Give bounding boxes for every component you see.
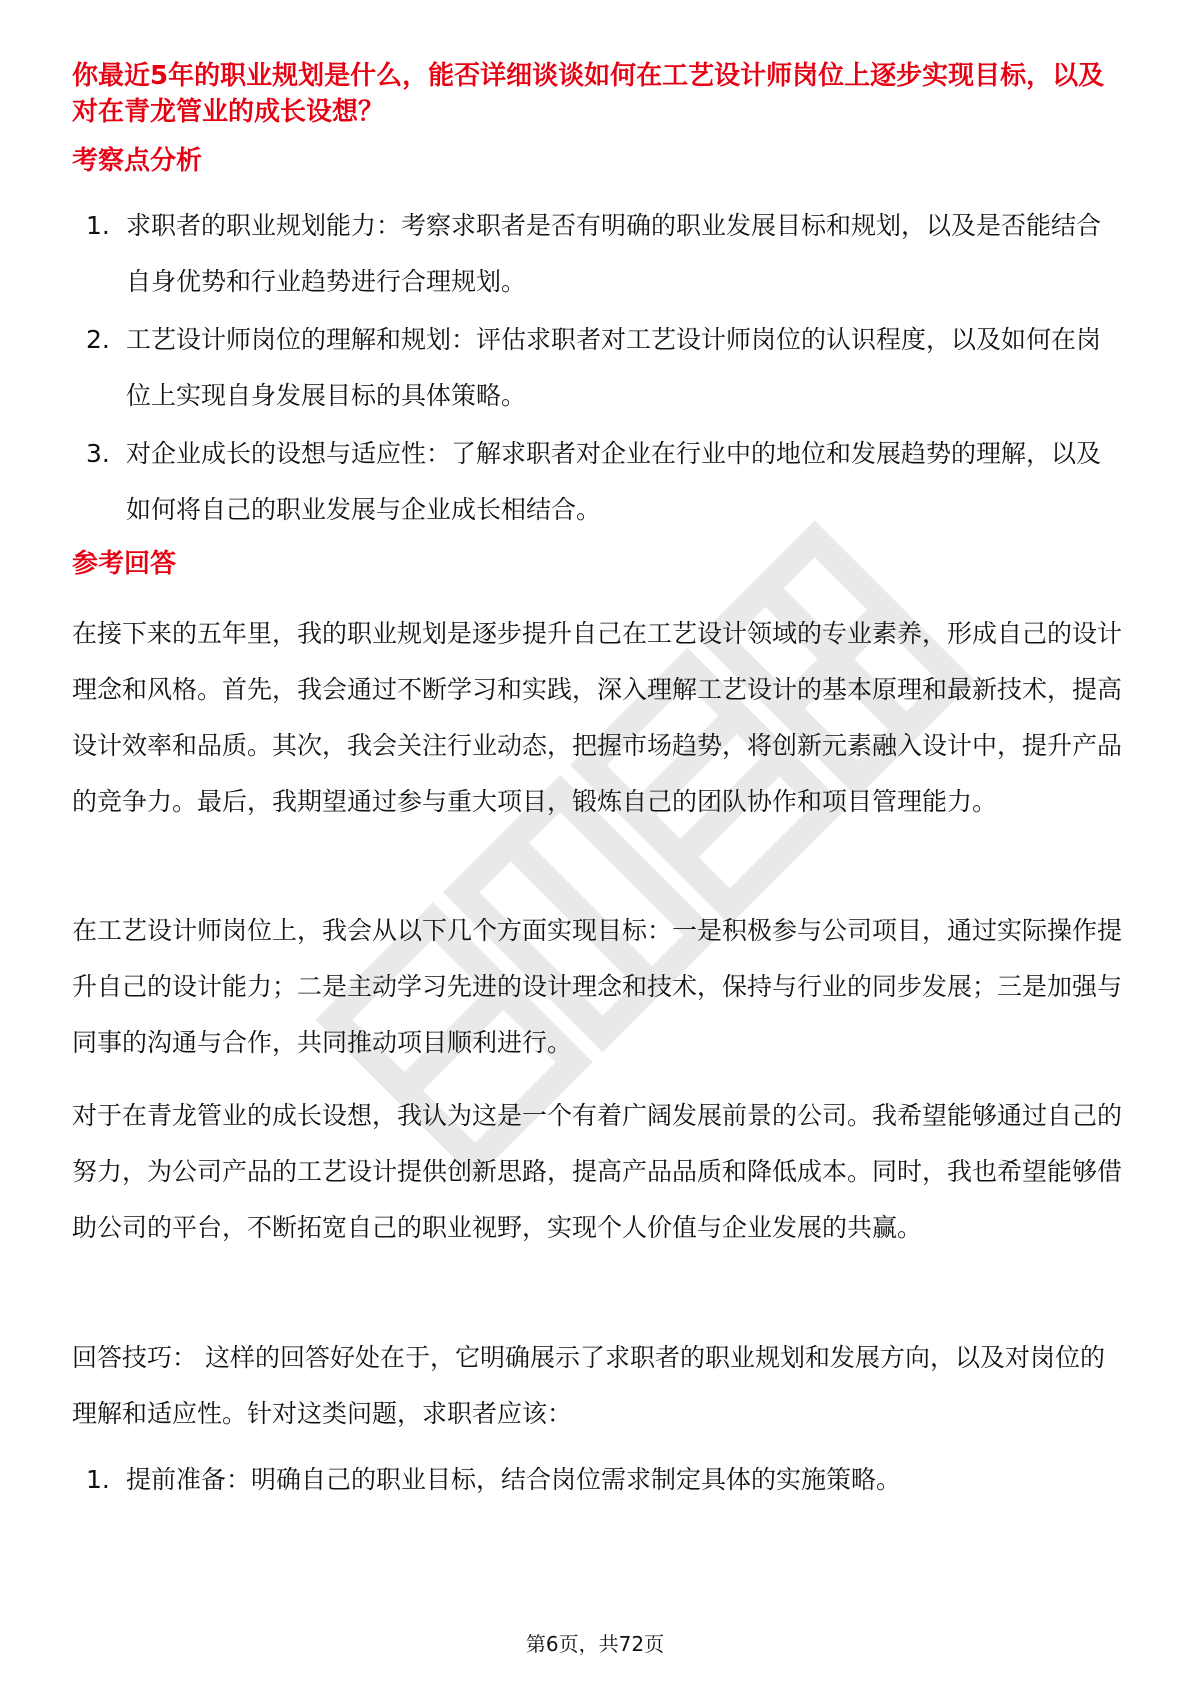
list-item-text: 提前准备：明确自己的职业目标，结合岗位需求制定具体的实施策略。 [126, 1465, 902, 1494]
list-number: 1. [86, 1465, 110, 1494]
tips-list [72, 1452, 1122, 1510]
analysis-item [72, 198, 1122, 310]
list-item-text: 求职者的职业规划能力：考察求职者是否有明确的职业发展目标和规划，以及是否能结合自身优势和行业趋势进行合理规划。 [126, 211, 1102, 296]
answer-paragraph: 在工艺设计师岗位上，我会从以下几个方面实现目标：一是积极参与公司项目，通过实际操作提升自己的设计能力；二是主动学习先进的设计理念和技术，保持与行业的同步发展；三是加强与同事的沟通与合作，共同推动项目顺利进行。 [72, 916, 1123, 1057]
tip-item [72, 1452, 1122, 1508]
analysis-list [72, 198, 1122, 540]
list-item-text: 工艺设计师岗位的理解和规划：评估求职者对工艺设计师岗位的认识程度，以及如何在岗位上实现自身发展目标的具体策略。 [126, 325, 1102, 410]
answer-tips-intro: 回答技巧： 这样的回答好处在于，它明确展示了求职者的职业规划和发展方向，以及对岗位的理解和适应性。针对这类问题，求职者应该： [72, 1343, 1105, 1428]
list-number: 1. [86, 211, 110, 240]
answer-title: 参考回答 [72, 549, 177, 579]
analysis-item [72, 312, 1122, 424]
answer-paragraph: 对于在青龙管业的成长设想，我认为这是一个有着广阔发展前景的公司。我希望能够通过自己的努力，为公司产品的工艺设计提供创新思路，提高产品品质和降低成本。同时，我也希望能够借助公司的平台，不断拓宽自己的职业视野，实现个人价值与企业发展的共赢。 [72, 1101, 1123, 1242]
list-number: 3. [86, 439, 110, 468]
page-footer: 第6页，共72页 [525, 1632, 665, 1656]
analysis-item [72, 426, 1122, 538]
question-heading: 你最近5年的职业规划是什么，能否详细谈谈如何在工艺设计师岗位上逐步实现目标，以及对在青龙管业的成长设想？ [72, 61, 1105, 127]
answer-paragraph: 在接下来的五年里，我的职业规划是逐步提升自己在工艺设计领域的专业素养，形成自己的设计理念和风格。首先，我会通过不断学习和实践，深入理解工艺设计的基本原理和最新技术，提高设计效率和品质。其次，我会关注行业动态，把握市场趋势，将创新元素融入设计中，提升产品的竞争力。最后，我期望通过参与重大项目，锻炼自己的团队协作和项目管理能力。 [72, 619, 1123, 816]
list-number: 2. [86, 325, 110, 354]
analysis-title: 考察点分析 [72, 146, 203, 176]
list-item-text: 对企业成长的设想与适应性：了解求职者对企业在行业中的地位和发展趋势的理解，以及如何将自己的职业发展与企业成长相结合。 [126, 439, 1102, 524]
